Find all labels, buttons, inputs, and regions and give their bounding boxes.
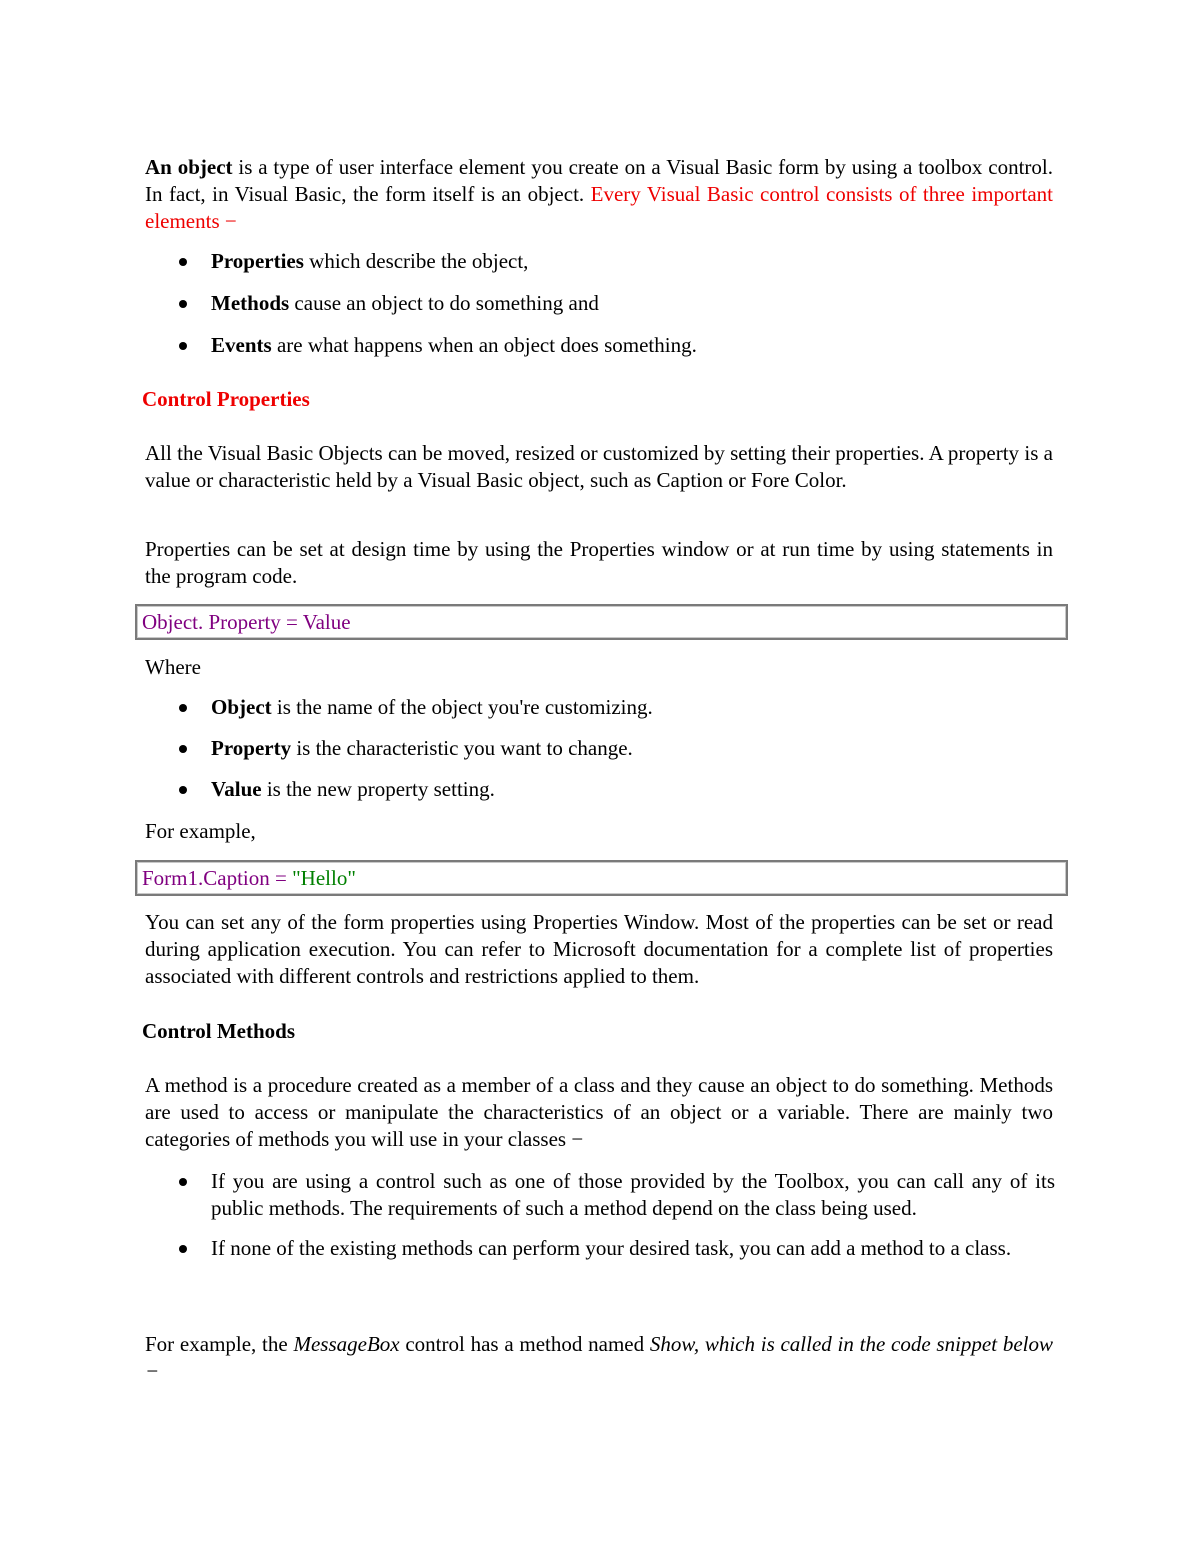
methods-list [145,1168,1055,1262]
list-item [145,248,1055,275]
bullet-icon [179,745,187,753]
list-item-text: which describe the object, [303,249,529,273]
bullet-icon [179,342,187,350]
list-item-term: Object [211,695,272,719]
list-item-term: Methods [211,291,290,315]
code-text: Form1.Caption = [142,866,293,890]
control-methods-heading: Control Methods [142,1019,296,1043]
control-properties-heading: Control Properties [142,387,310,411]
where-list [145,694,1055,803]
list-item [145,776,1055,803]
example-class: MessageBox [293,1332,400,1356]
bullet-icon [179,1245,187,1253]
intro-paragraph [145,154,1053,235]
intro-text: is a type of user interface element you create on a Visual Basic form by using a toolbox control. In fact, in Visual Basic, the form itself is an object. [145,155,1053,206]
list-item-text: is the characteristic you want to change. [291,736,633,760]
example-mid: control has a method named [399,1332,650,1356]
example-prefix: For example, the [145,1332,294,1356]
code-block-form-caption [135,860,1068,896]
list-item-term: Events [211,333,272,357]
list-item-text: is the new property setting. [261,777,495,801]
for-example-label: For example, [145,819,256,843]
methods-example-paragraph [145,1331,1053,1385]
example-italic: Show, which is called in the code snippet below − [145,1332,1054,1383]
intro-red-text: Every Visual Basic control consists of three important elements − [145,182,1053,233]
properties-paragraph-3: You can set any of the form properties using Properties Window. Most of the properties can be set or read during application execution. You can refer to Microsoft documentation for a complete list of properties associated with different controls and restrictions applied to them. [145,910,1053,988]
methods-paragraph-1: A method is a procedure created as a member of a class and they cause an object to do something. Methods are used to access or manipulate the characteristics of an object or a variable. There are mainly two categories of methods you will use in your classes − [145,1073,1053,1151]
list-item-text: If you are using a control such as one of those provided by the Toolbox, you can call any of its public methods. The requirements of such a method depend on the class being used. [211,1169,1055,1220]
code-block-object-property [135,604,1068,640]
list-item-text: is the name of the object you're customizing. [271,695,653,719]
bullet-icon [179,1178,187,1186]
bullet-icon [179,300,187,308]
list-item [145,290,1055,317]
list-item-text: If none of the existing methods can perform your desired task, you can add a method to a class. [211,1236,1012,1260]
bullet-icon [179,786,187,794]
list-item-term: Property [211,736,292,760]
bullet-icon [179,704,187,712]
bullet-icon [179,258,187,266]
code-string: "Hello" [292,866,356,890]
list-item [145,332,1055,359]
list-item-term: Value [211,777,262,801]
list-item [145,1168,1055,1222]
list-item-text: cause an object to do something and [289,291,599,315]
list-item-text: are what happens when an object does something. [271,333,697,357]
intro-term: An object [145,155,233,179]
code-text: Object. Property = Value [142,610,351,634]
properties-paragraph-2: Properties can be set at design time by using the Properties window or at run time by using statements in the program code. [145,537,1053,588]
list-item [145,694,1055,721]
list-item [145,1235,1055,1262]
elements-list [145,248,1055,359]
properties-paragraph-1: All the Visual Basic Objects can be moved, resized or customized by setting their properties. A property is a value or characteristic held by a Visual Basic object, such as Caption or Fore Color. [145,441,1053,492]
list-item [145,735,1055,762]
where-label: Where [145,655,201,679]
list-item-term: Properties [211,249,304,273]
